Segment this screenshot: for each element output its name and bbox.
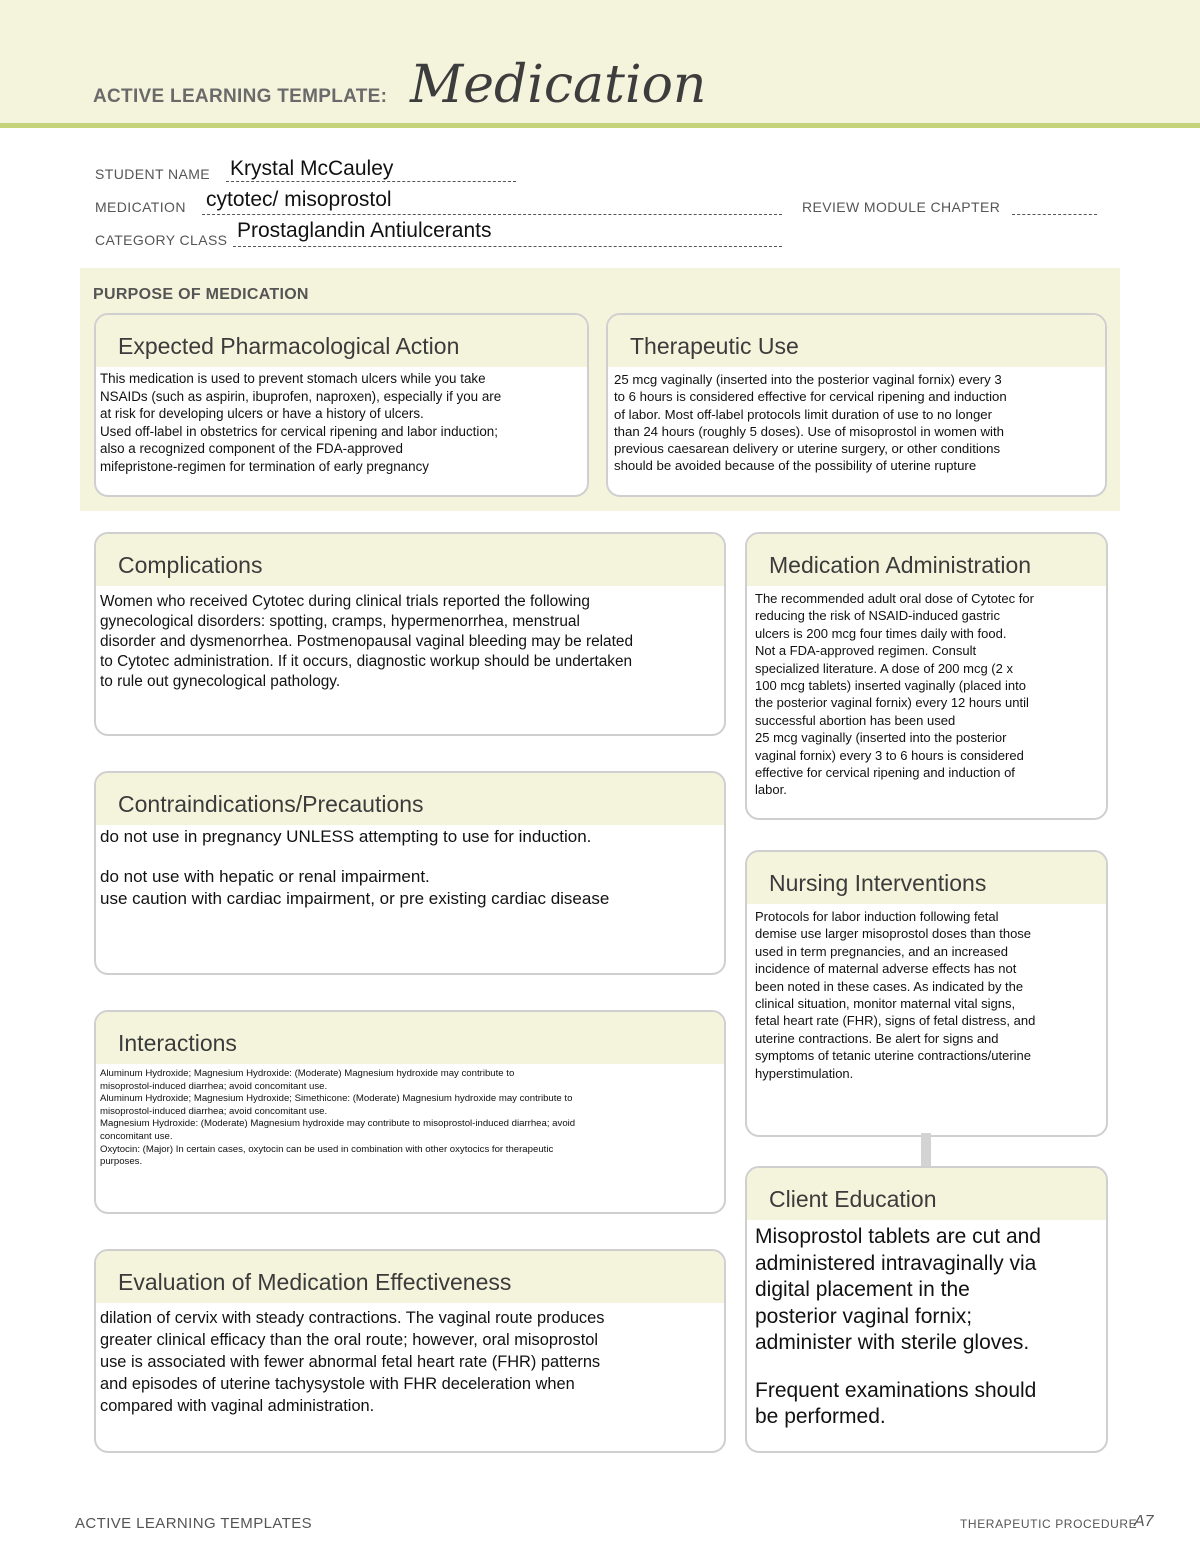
text-line: Not a FDA-approved regimen. Consult — [755, 643, 977, 659]
text-line: misoprostol-induced diarrhea; avoid concomitant use. — [100, 1080, 328, 1092]
interactions-title: Interactions — [118, 1030, 237, 1056]
text-line: administer with sterile gloves. — [755, 1331, 1030, 1354]
text-line: hyperstimulation. — [755, 1065, 854, 1081]
template-title: Medication — [410, 55, 707, 115]
evaluation-title: Evaluation of Medication Effectiveness — [118, 1269, 512, 1295]
medication-line — [202, 214, 782, 215]
contraindications-title: Contraindications/Precautions — [118, 791, 424, 817]
student-name-label: STUDENT NAME — [95, 166, 210, 182]
text-line: also a recognized component of the FDA-approved — [100, 441, 403, 457]
evaluation-box — [94, 1249, 726, 1453]
text-line: uterine contractions. Be alert for signs and — [755, 1030, 999, 1046]
text-line: 25 mcg vaginally (inserted into the posterior — [755, 730, 1007, 746]
text-line: digital placement in the — [755, 1278, 970, 1301]
complications-body[interactable] — [100, 592, 718, 692]
header-accent-line — [0, 123, 1200, 128]
footer-left-label: ACTIVE LEARNING TEMPLATES — [75, 1515, 312, 1532]
text-line: do not use with hepatic or renal impairment. — [100, 866, 430, 886]
text-line: incidence of maternal adverse effects has not — [755, 961, 1017, 977]
text-line: fetal heart rate (FHR), signs of fetal distress, and — [755, 1013, 1036, 1029]
text-line: of labor. Most off-label protocols limit duration of use to no longer — [614, 406, 993, 422]
interactions-box — [94, 1010, 726, 1214]
text-line: Oxytocin: (Major) In certain cases, oxytocin can be used in combination with other oxytocics for therapeutic — [100, 1143, 554, 1155]
therapeutic-use-body[interactable] — [614, 371, 1099, 475]
expected-action-title: Expected Pharmacological Action — [118, 333, 460, 359]
client-education-title: Client Education — [769, 1186, 937, 1212]
text-line: to 6 hours is considered effective for cervical ripening and induction — [614, 389, 1007, 405]
interactions-body[interactable] — [100, 1068, 718, 1169]
text-line: Magnesium Hydroxide: (Moderate) Magnesium hydroxide may contribute to misoprostol-induced diarrhea; avoid — [100, 1118, 576, 1130]
medication-administration-title: Medication Administration — [769, 552, 1032, 578]
text-line: do not use in pregnancy UNLESS attempting to use for induction. — [100, 827, 592, 846]
text-line: dilation of cervix with steady contractions. The vaginal route produces — [100, 1309, 605, 1327]
text-line: than 24 hours (roughly 5 doses). Use of misoprostol in women with — [614, 423, 1004, 439]
text-line: use caution with cardiac impairment, or pre existing cardiac disease — [100, 889, 610, 908]
text-line: to Cytotec administration. If it occurs, diagnostic workup should be undertaken — [100, 653, 633, 670]
text-line: compared with vaginal administration. — [100, 1397, 375, 1415]
medication-value[interactable]: cytotec/ misoprostol — [206, 188, 392, 211]
text-line: and episodes of uterine tachysystole with FHR deceleration when — [100, 1375, 575, 1393]
text-line: NSAIDs (such as aspirin, ibuprofen, naproxen), especially if you are — [100, 388, 502, 404]
purpose-label: PURPOSE OF MEDICATION — [93, 286, 309, 303]
nursing-interventions-title: Nursing Interventions — [769, 870, 987, 896]
text-line: 25 mcg vaginally (inserted into the posterior vaginal fornix) every 3 — [614, 372, 1002, 387]
complications-title: Complications — [118, 552, 263, 578]
client-education-box — [745, 1166, 1108, 1453]
text-line: Misoprostol tablets are cut and — [755, 1225, 1041, 1248]
medication-administration-box — [745, 532, 1108, 820]
nursing-interventions-box — [745, 850, 1108, 1137]
expected-action-box — [94, 313, 589, 497]
text-line: reducing the risk of NSAID-induced gastric — [755, 608, 1000, 624]
text-line: vaginal fornix) every 3 to 6 hours is considered — [755, 747, 1024, 763]
text-line: use is associated with fewer abnormal fetal heart rate (FHR) patterns — [100, 1353, 601, 1371]
text-line: Aluminum Hydroxide; Magnesium Hydroxide: (Moderate) Magnesium hydroxide may contribute to — [100, 1068, 515, 1079]
text-line: be performed. — [755, 1405, 886, 1428]
text-line: greater clinical efficacy than the oral route; however, oral misoprostol — [100, 1331, 599, 1349]
text-line: the posterior vaginal fornix) every 12 hours until — [755, 695, 1029, 711]
text-line: labor. — [755, 782, 787, 798]
text-line: purposes. — [100, 1156, 143, 1168]
text-line: ulcers is 200 mcg four times daily with food. — [755, 625, 1007, 641]
text-line: previous caesarean delivery or uterine surgery, or other conditions — [614, 441, 1001, 457]
text-line: should be avoided because of the possibility of uterine rupture — [614, 458, 977, 474]
contraindications-box — [94, 771, 726, 975]
text-line: used in term pregnancies, and an increased — [755, 943, 1008, 959]
text-line: at risk for developing ulcers or have a history of ulcers. — [100, 406, 424, 422]
therapeutic-use-title: Therapeutic Use — [630, 333, 799, 359]
text-line — [755, 1357, 1100, 1378]
evaluation-body[interactable] — [100, 1307, 718, 1417]
text-line: Women who received Cytotec during clinical trials reported the following — [100, 593, 590, 610]
category-class-line — [233, 246, 782, 247]
text-line: successful abortion has been used — [755, 712, 956, 728]
category-class-value[interactable]: Prostaglandin Antiulcerants — [237, 219, 492, 242]
text-line: 100 mcg tablets) inserted vaginally (placed into — [755, 678, 1026, 694]
text-line: Protocols for labor induction following fetal — [755, 909, 999, 924]
template-label: ACTIVE LEARNING TEMPLATE: — [93, 86, 388, 107]
text-line: Aluminum Hydroxide; Magnesium Hydroxide; Simethicone: (Moderate) Magnesium hydroxide may contribute to — [100, 1093, 573, 1105]
text-line: been noted in these cases. As indicated by the — [755, 978, 1024, 994]
text-line: specialized literature. A dose of 200 mcg (2 x — [755, 660, 1013, 676]
page-number: A7 — [1134, 1513, 1154, 1530]
text-line: to rule out gynecological pathology. — [100, 673, 341, 690]
text-line: Frequent examinations should — [755, 1378, 1037, 1402]
text-line: clinical situation, monitor maternal vital signs, — [755, 996, 1016, 1012]
student-name-line — [226, 181, 516, 182]
text-line: effective for cervical ripening and induction of — [755, 765, 1015, 781]
review-module-label: REVIEW MODULE CHAPTER — [802, 199, 1001, 215]
nursing-interventions-body[interactable] — [755, 908, 1100, 1082]
text-line: disorder and dysmenorrhea. Postmenopausal vaginal bleeding may be related — [100, 633, 634, 650]
medication-administration-body[interactable] — [755, 590, 1100, 799]
student-name-value[interactable]: Krystal McCauley — [230, 157, 394, 180]
text-line: administered intravaginally via — [755, 1251, 1037, 1275]
therapeutic-use-box — [606, 313, 1107, 497]
text-line: concomitant use. — [100, 1130, 173, 1142]
text-line: This medication is used to prevent stomach ulcers while you take — [100, 371, 486, 386]
footer-right-label: THERAPEUTIC PROCEDURE — [960, 1517, 1138, 1531]
review-module-line — [1012, 214, 1097, 215]
text-line — [100, 849, 718, 866]
complications-box — [94, 532, 726, 736]
text-line: symptoms of tetanic uterine contractions/uterine — [755, 1048, 1032, 1064]
text-line: demise use larger misoprostol doses than those — [755, 926, 1032, 942]
text-line: gynecological disorders: spotting, cramps, hypermenorrhea, menstrual — [100, 613, 580, 630]
connector-line — [921, 1133, 931, 1166]
medication-label: MEDICATION — [95, 199, 186, 215]
expected-action-body[interactable] — [100, 370, 581, 476]
text-line: misoprostol-induced diarrhea; avoid concomitant use. — [100, 1105, 328, 1117]
text-line: The recommended adult oral dose of Cytotec for — [755, 591, 1034, 606]
text-line: mifepristone-regimen for termination of early pregnancy — [100, 458, 429, 474]
text-line: Used off-label in obstetrics for cervical ripening and labor induction; — [100, 423, 498, 439]
text-line: posterior vaginal fornix; — [755, 1304, 973, 1328]
client-education-body[interactable] — [755, 1224, 1100, 1431]
category-class-label: CATEGORY CLASS — [95, 232, 228, 248]
contraindications-body[interactable] — [100, 826, 718, 911]
